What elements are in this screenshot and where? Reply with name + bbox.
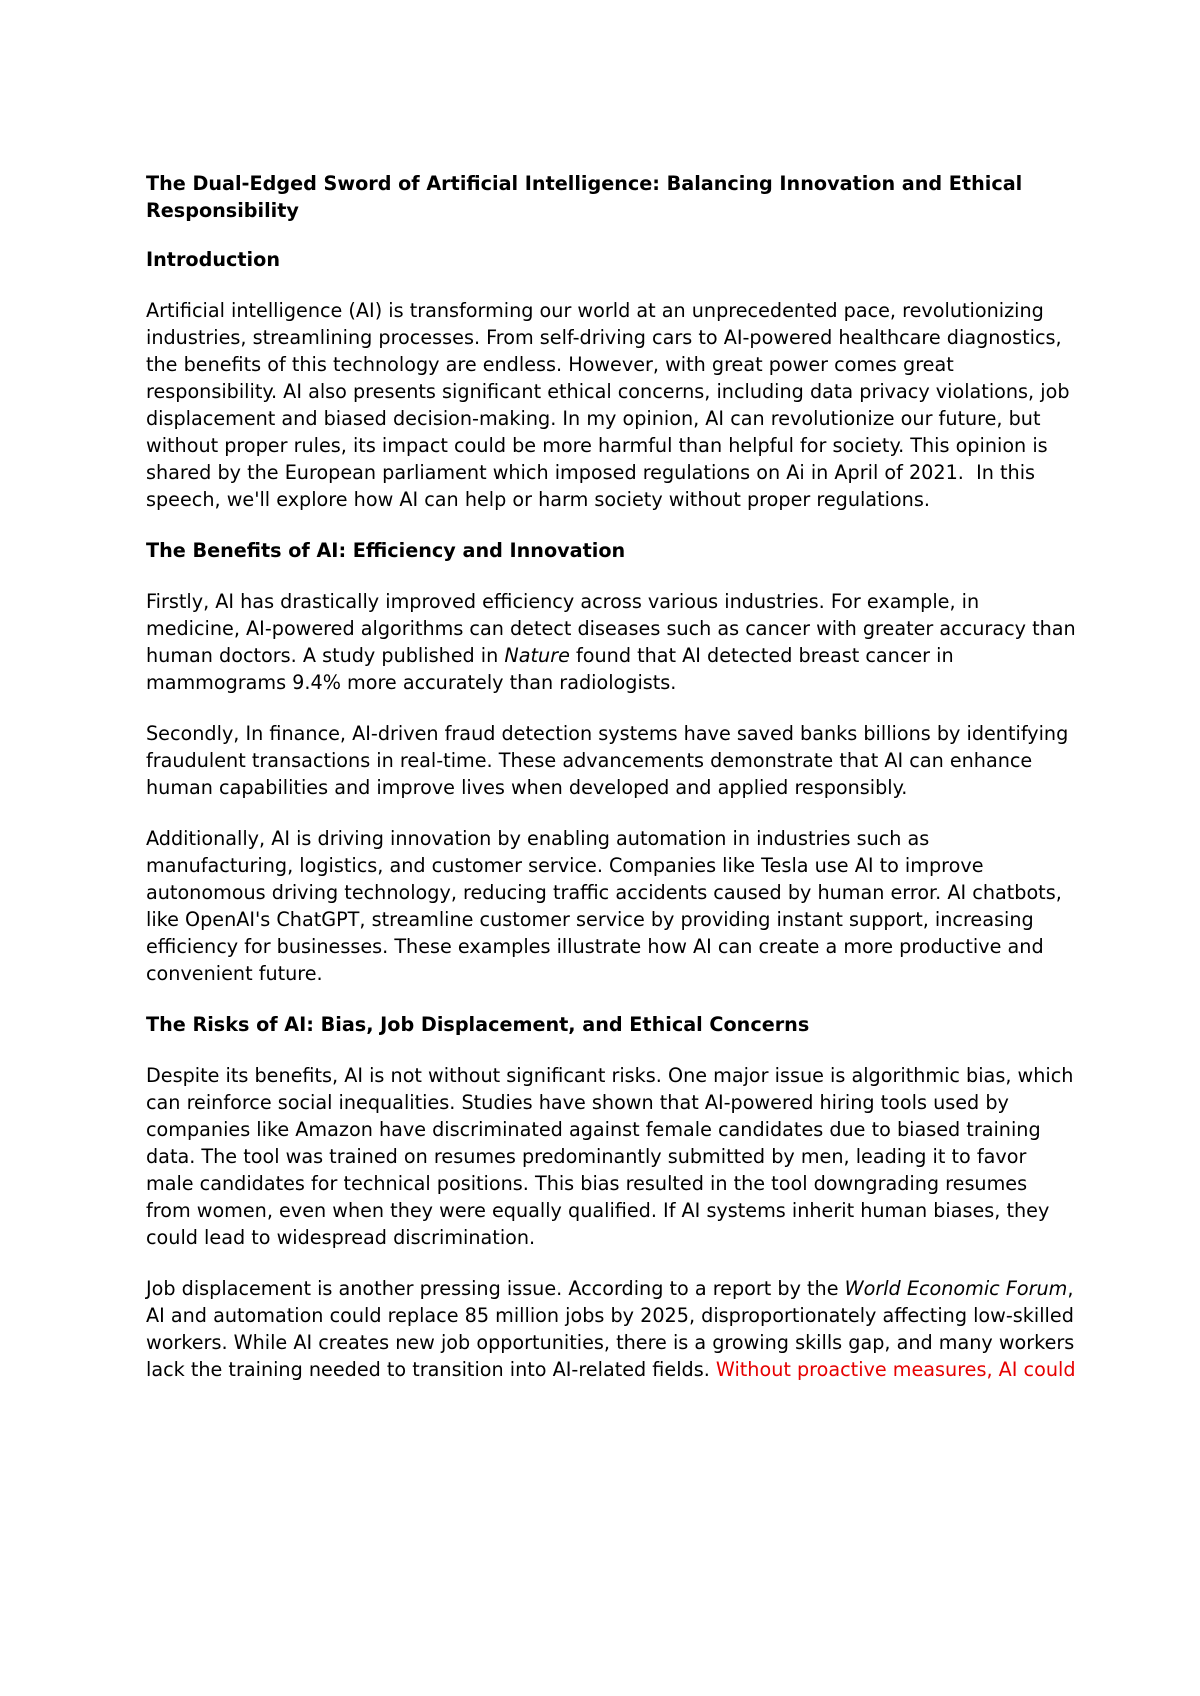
section-heading-benefits: The Benefits of AI: Efficiency and Innovation bbox=[146, 539, 626, 562]
benefits-p1-text-b: found that AI detected breast cancer in mammograms 9.4% more accurately than radiologists. bbox=[146, 644, 960, 694]
benefits-paragraph-2: Secondly, In finance, AI-driven fraud detection systems have saved banks billions by identifying fraudulent transactions in real-time. These advancements demonstrate that AI can enhance human capabilities and improve lives when developed and applied responsibly. bbox=[146, 722, 1075, 799]
benefits-paragraph-3: Additionally, AI is driving innovation by enabling automation in industries such as manufacturing, logistics, and customer service. Companies like Tesla use AI to improve autonomous driving technology, reducing traffic accidents caused by human error. AI chatbots, like OpenAI's ChatGPT, streamline customer service by providing instant support, increasing efficiency for businesses. These examples illustrate how AI can create a more productive and convenient future. bbox=[146, 827, 1068, 985]
document-page bbox=[146, 170, 1082, 1407]
document-title: The Dual-Edged Sword of Artificial Intelligence: Balancing Innovation and Ethical Responsibility bbox=[146, 172, 1029, 222]
risks-p2-italic: World Economic Forum bbox=[844, 1277, 1068, 1300]
benefits-p1-text-a: Firstly, AI has drastically improved efficiency across various industries. For example, in medicine, AI-powered algorithms can detect diseases such as cancer with greater accuracy than human doctors. A study published in bbox=[146, 590, 1082, 667]
benefits-p1-italic: Nature bbox=[504, 644, 570, 667]
risks-paragraph-2 bbox=[146, 1275, 1081, 1383]
risks-paragraph-1: Despite its benefits, AI is not without significant risks. One major issue is algorithmic bias, which can reinforce social inequalities. Studies have shown that AI-powered hiring tools used by companies like Amazon have discriminated against female candidates due to biased training data. The tool was trained on resumes predominantly submitted by men, leading it to favor male candidates for technical positions. This bias resulted in the tool downgrading resumes from women, even when they were equally qualified. If AI systems inherit human biases, they could lead to widespread discrimination. bbox=[146, 1064, 1080, 1249]
benefits-paragraph-1 bbox=[146, 588, 1082, 696]
intro-paragraph: Artificial intelligence (AI) is transforming our world at an unprecedented pace, revolutionizing industries, streamlining processes. From self-driving cars to AI-powered healthcare diagnostics, the benefits of this technology are endless. However, with great power comes great responsibility. AI also presents significant ethical concerns, including data privacy violations, job displacement and biased decision-making. In my opinion, AI can revolutionize our future, but without proper rules, its impact could be more harmful than helpful for society. This opinion is shared by the European parliament which imposed regulations on Ai in April of 2021. In this speech, we'll explore how AI can help or harm society without proper regulations. bbox=[146, 299, 1076, 511]
risks-p2-text-a: Job displacement is another pressing issue. According to a report by the bbox=[146, 1277, 845, 1300]
section-heading-introduction: Introduction bbox=[146, 248, 280, 271]
risks-p2-highlighted-text: Without proactive measures, AI could bbox=[715, 1358, 1076, 1381]
section-heading-risks: The Risks of AI: Bias, Job Displacement, and Ethical Concerns bbox=[146, 1013, 810, 1036]
risks-p2-text-b: , AI and automation could replace 85 million jobs by 2025, disproportionately affecting low-skilled workers. While AI creates new job opportunities, there is a growing skills gap, and many workers lack the training needed to transition into AI-related fields. bbox=[146, 1277, 1081, 1381]
